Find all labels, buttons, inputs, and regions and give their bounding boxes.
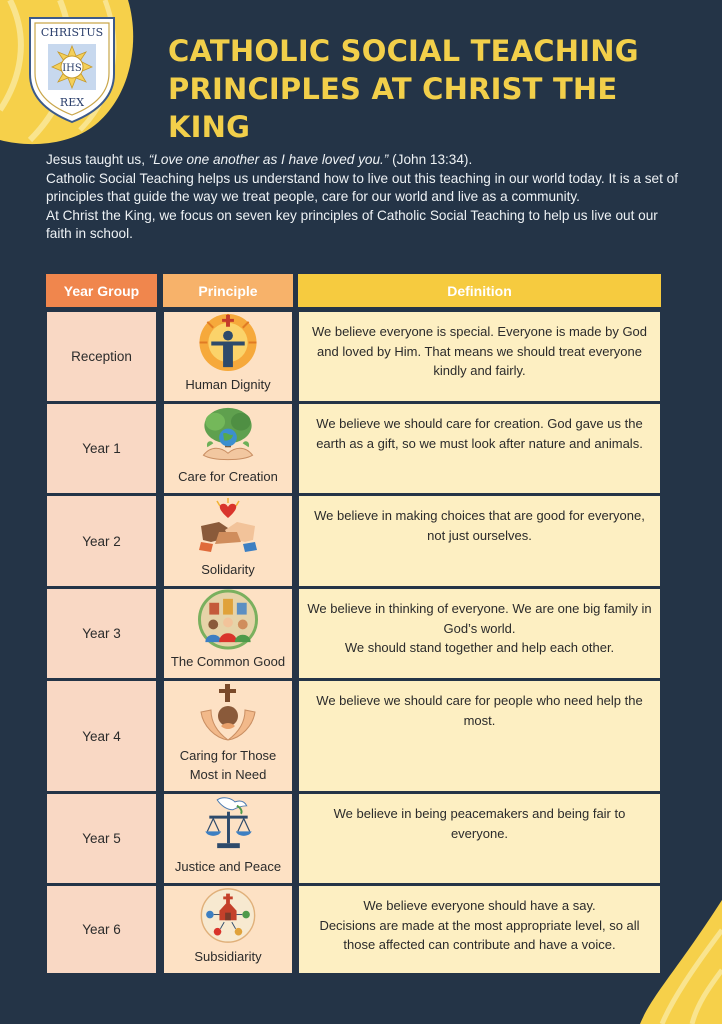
definition-cell <box>298 793 661 884</box>
principle-cell <box>163 793 293 884</box>
principle-cell <box>163 403 293 494</box>
principle-label: Caring for Those Most in Need <box>179 748 277 782</box>
principle-label: Care for Creation <box>178 469 278 484</box>
table-row <box>46 311 661 402</box>
table-row <box>46 793 661 884</box>
crest-bottom-text: REX <box>59 96 85 109</box>
caring-hands-icon <box>197 682 259 744</box>
principle-label: Subsidiarity <box>194 949 262 964</box>
crest-center-text: IHS <box>62 63 82 74</box>
justice-peace-icon <box>197 794 259 855</box>
table-row <box>46 680 661 792</box>
definition-cell <box>298 680 661 792</box>
header-definition: Definition <box>298 274 661 307</box>
year-group-cell: Year 2 <box>46 495 157 587</box>
crest-top-text: CHRISTUS <box>40 26 104 39</box>
definition-cell <box>298 588 661 679</box>
principle-label: The Common Good <box>170 654 286 669</box>
table-row <box>46 885 661 974</box>
definition-text: We believe everyone is special. Everyone is made by God and loved by Him. That means we should treat everyone kindly and fairly. <box>311 324 648 378</box>
solidarity-icon <box>197 496 259 558</box>
intro-paragraph-3: At Christ the King, we focus on seven key principles of Catholic Social Teaching to help us live out our faith in school. <box>46 207 658 242</box>
year-group-cell: Year 4 <box>46 680 157 792</box>
definition-text: We believe in being peacemakers and being fair to everyone. <box>333 806 626 841</box>
principle-cell <box>163 680 293 792</box>
school-crest-logo <box>26 14 118 124</box>
principle-cell <box>163 311 293 402</box>
subsidiarity-icon <box>197 886 259 945</box>
principle-cell <box>163 588 293 679</box>
page-title: CATHOLIC SOCIAL TEACHING PRINCIPLES AT CHRIST THE KING <box>168 34 639 144</box>
definition-text: We believe we should care for creation. God gave us the earth as a gift, so we must look after nature and animals. <box>316 416 643 451</box>
table-row <box>46 495 661 587</box>
definition-text: We believe in making choices that are good for everyone, not just ourselves. <box>314 508 645 543</box>
human-dignity-icon <box>197 312 259 373</box>
care-for-creation-icon <box>197 404 259 465</box>
definition-text: We believe in thinking of everyone. We are one big family in God’s world. We should stand together and help each other. <box>307 601 652 655</box>
intro-prefix: Jesus taught us, <box>46 152 149 167</box>
common-good-icon <box>197 589 259 650</box>
intro-text <box>46 151 686 244</box>
scripture-reference: (John 13:34). <box>388 152 473 167</box>
intro-scripture-line <box>46 151 686 170</box>
definition-cell <box>298 311 661 402</box>
intro-paragraph-2: Catholic Social Teaching helps us understand how to live out this teaching in our world today. It is a set of principles that guide the way we treat people, care for our world and live as a community. <box>46 170 678 205</box>
table-row <box>46 588 661 679</box>
definition-cell <box>298 495 661 587</box>
year-group-cell: Year 5 <box>46 793 157 884</box>
principle-label: Solidarity <box>201 562 255 577</box>
year-group-cell: Year 6 <box>46 885 157 974</box>
year-group-cell: Year 1 <box>46 403 157 494</box>
definition-text: We believe everyone should have a say. Decisions are made at the most appropriate level, so all those affected can contribute and have a voice. <box>319 898 640 952</box>
header-year-group: Year Group <box>46 274 157 307</box>
principle-label: Justice and Peace <box>174 859 282 874</box>
definition-cell <box>298 885 661 974</box>
year-group-cell: Reception <box>46 311 157 402</box>
header-principle: Principle <box>163 274 293 307</box>
principle-label: Human Dignity <box>185 377 271 392</box>
principle-cell <box>163 885 293 974</box>
definition-cell <box>298 403 661 494</box>
scripture-quote: “Love one another as I have loved you.” <box>148 152 389 167</box>
table-row <box>46 403 661 494</box>
principle-cell <box>163 495 293 587</box>
definition-text: We believe we should care for people who need help the most. <box>316 693 643 728</box>
year-group-cell: Year 3 <box>46 588 157 679</box>
